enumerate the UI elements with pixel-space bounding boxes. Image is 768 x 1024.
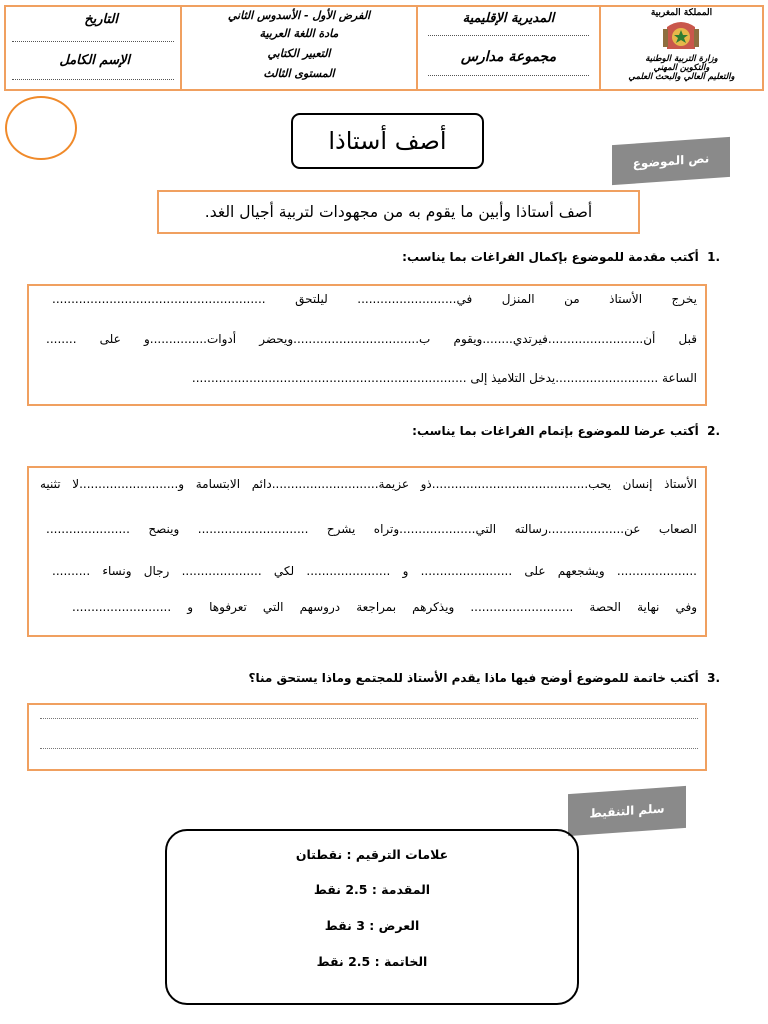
conclusion-line-2[interactable] [40,748,698,749]
question-1 [402,250,720,264]
question-2-text: أكتب عرضا للموضوع بإتمام الفراغات بما يناسب: [412,424,699,438]
conclusion-box [27,703,707,771]
header-cell-student [6,7,182,89]
name-line [12,79,174,80]
exam-title: الفرض الأول - الأسدوس الثاني [227,9,371,22]
ministry-line-1: وزارة التربية الوطنية [645,54,718,64]
page-title: أصف أستاذا [291,113,484,169]
question-1-text: أكتب مقدمة للموضوع بإكمال الفراغات بما يناسب: [402,250,699,264]
topic-tab [612,137,730,185]
body-line-2[interactable]: الصعاب عن....................رسالته التي....................وتراه يشرح ............................. وينصح ...................... [46,522,697,536]
intro-line-2[interactable]: قبل أن.........................فيرتدي........ويقوم ب.................................ويحضر أدوات...............و على ........ [46,332,697,346]
topic-box [157,190,640,234]
conclusion-line-1[interactable] [40,718,698,719]
grading-body: العرض : 3 نقط [324,918,420,933]
question-2-number: .2 [707,424,720,438]
level: المستوى الثالث [263,67,335,80]
directorate-line [428,35,589,36]
grading-conclusion: الخاتمة : 2.5 نقط [316,954,428,969]
directorate: المديرية الإقليمية [462,11,555,26]
topic-tab-label: نص الموضوع [632,151,710,171]
date-label: التاريخ [84,12,118,27]
header-cell-ministry [601,7,762,89]
ministry-line-2: والتكوين المهني [653,63,710,73]
topic-text: أصف أستاذا وأبين ما يقوم به من مجهودات لتربية أجيال الغد. [204,203,593,221]
header-cell-school [418,7,601,89]
kingdom: المملكة المغربية [650,8,713,18]
grading-tab-label: سلم التنقيط [589,801,665,821]
full-name-label: الإسم الكامل [59,53,130,68]
body-line-3[interactable]: ..................... ويشجعهم على ........................ و ...................... لكي ..................... رجال ونساء .......... [52,564,697,578]
question-3-number: .3 [707,671,720,685]
date-line [12,41,174,42]
body-line-4[interactable]: وفي نهاية الحصة ........................... ويذكرهم بمراجعة دروسهم التي تعرفوها و .......................... [72,600,697,614]
question-3-text: أكتب خاتمة للموضوع أوضح فيها ماذا يقدم الأستاذ للمجتمع وماذا يستحق منا؟ [248,671,699,685]
header-cell-exam [182,7,418,89]
question-3 [249,671,720,685]
intro-line-3[interactable]: الساعة ...........................يدخل التلاميذ إلى ........................................................................ [191,371,697,385]
grading-intro: المقدمة : 2.5 نقط [313,882,431,897]
score-circle [5,96,77,160]
grading-tab [568,786,686,836]
subject: مادة اللغة العربية [259,27,339,40]
school-group: مجموعة مدارس [460,49,557,65]
emblem-icon [661,19,701,55]
school-line [428,75,589,76]
grading-punctuation: علامات الترقيم : نقطتان [295,847,449,862]
header-table [4,5,764,91]
question-2 [412,424,720,438]
activity: التعبير الكتابي [267,47,331,60]
question-1-number: .1 [707,250,720,264]
body-line-1[interactable]: الأستاذ إنسان يحب.........................................ذو عزيمة............................دائم الابتسامة و..........................لا تثنيه [40,477,697,491]
ministry-line-3: والتعليم العالي والبحث العلمي [628,72,735,82]
intro-line-1[interactable]: يخرج الأستاذ من المنزل في.......................... ليلتحق ........................................................ [52,292,697,306]
